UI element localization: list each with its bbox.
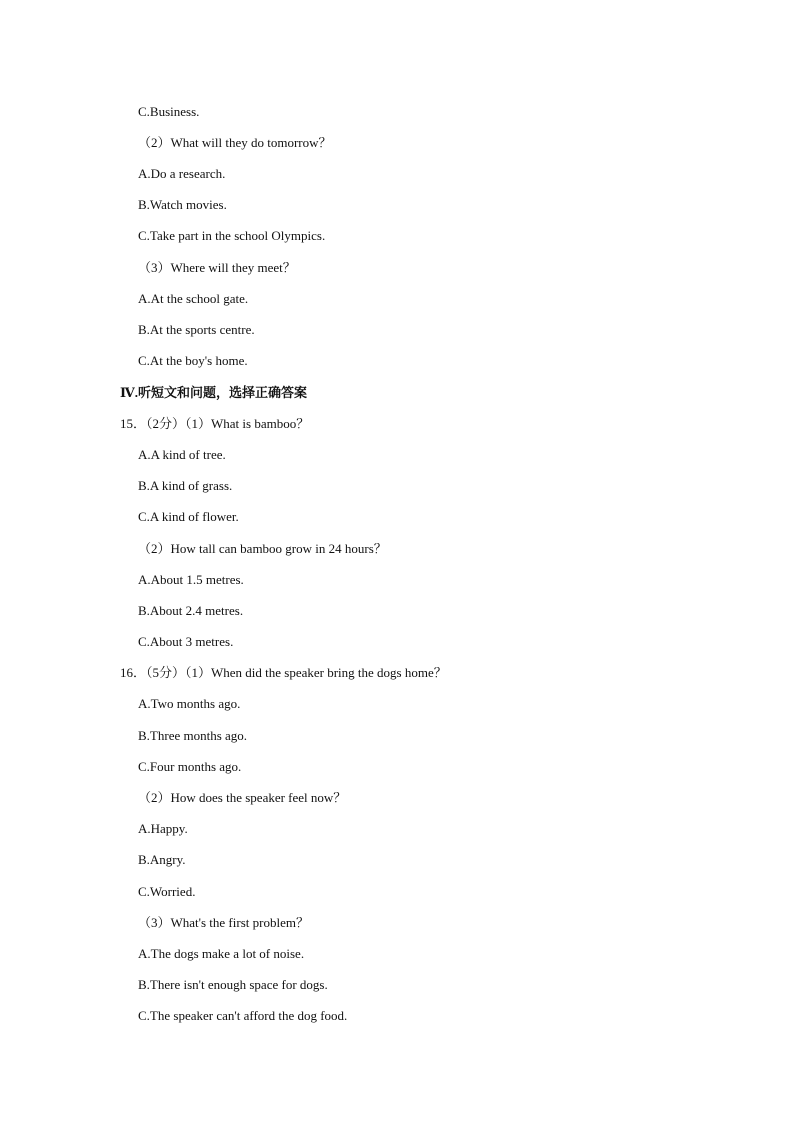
q15-option-c: C.A kind of flower. [138,509,239,524]
q15-sub2-option-b: B.About 2.4 metres. [138,603,244,618]
q15-option-a: A.A kind of tree. [138,447,226,462]
q16-sub3-option-c: C.The speaker can't afford the dog food. [138,1008,348,1023]
q16-sub2-option-b: B.Angry. [138,852,186,867]
q16-option-a: A.Two months ago. [138,696,241,711]
option-b-movies: B.Watch movies. [138,197,227,212]
question-16-stem: 16．（5分）（1）When did the speaker bring the dogs home？ [120,665,447,680]
question-3-stem: （3）Where will they meet？ [138,260,296,275]
q16-sub3-option-b: B.There isn't enough space for dogs. [138,977,328,992]
option-c-olympics: C.Take part in the school Olympics. [138,228,326,243]
option-a-research: A.Do a research. [138,166,226,181]
q15-option-b: B.A kind of grass. [138,478,233,493]
q15-sub2-option-a: A.About 1.5 metres. [138,572,244,587]
q16-sub2-stem: （2）How does the speaker feel now？ [138,790,347,805]
q15-sub2-option-c: C.About 3 metres. [138,634,234,649]
q16-option-b: B.Three months ago. [138,728,248,743]
q16-option-c: C.Four months ago. [138,759,242,774]
option-a-school-gate: A.At the school gate. [138,291,249,306]
q16-sub2-option-a: A.Happy. [138,821,188,836]
option-c-business: C.Business. [138,104,200,119]
question-15-stem: 15．（2分）（1）What is bamboo？ [120,416,310,431]
option-b-sports-centre: B.At the sports centre. [138,322,255,337]
option-c-boys-home: C.At the boy's home. [138,353,248,368]
q16-sub2-option-c: C.Worried. [138,884,196,899]
q16-sub3-stem: （3）What's the first problem？ [138,915,309,930]
q16-sub3-option-a: A.The dogs make a lot of noise. [138,946,305,961]
q15-sub2-stem: （2）How tall can bamboo grow in 24 hours？ [138,541,387,556]
section-heading: Ⅳ.听短文和问题，选择正确答案 [120,385,308,400]
question-2-stem: （2）What will they do tomorrow？ [138,135,332,150]
